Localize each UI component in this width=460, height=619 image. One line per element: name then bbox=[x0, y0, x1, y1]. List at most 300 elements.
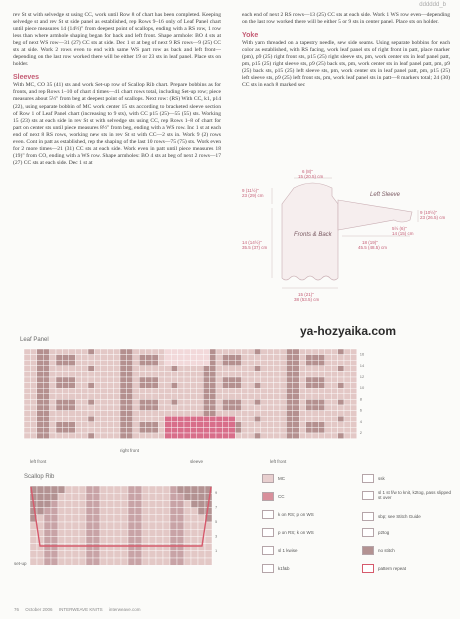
scallop-chart-cell bbox=[65, 551, 72, 558]
leaf-chart-cell bbox=[280, 433, 286, 439]
leaf-chart-cell bbox=[338, 355, 344, 361]
leaf-chart-cell bbox=[312, 427, 318, 433]
leaf-chart-cell bbox=[261, 355, 267, 361]
leaf-chart-cell bbox=[267, 405, 273, 411]
leaf-chart-cell bbox=[178, 427, 184, 433]
leaf-chart-cell bbox=[171, 422, 177, 428]
scallop-chart-cell bbox=[149, 500, 156, 507]
leaf-chart-cell bbox=[306, 388, 312, 394]
scallop-chart-cell bbox=[86, 536, 93, 543]
leaf-chart-cell bbox=[210, 394, 216, 400]
scallop-chart-cell bbox=[107, 515, 114, 522]
leaf-chart-cell bbox=[43, 355, 49, 361]
leaf-chart-cell bbox=[94, 349, 100, 355]
leaf-chart-cell bbox=[222, 383, 228, 389]
leaf-chart-cell bbox=[299, 355, 305, 361]
leaf-chart-cell bbox=[88, 355, 94, 361]
scallop-chart-cell bbox=[163, 500, 170, 507]
leaf-chart-cell bbox=[30, 427, 36, 433]
leaf-chart-cell bbox=[37, 388, 43, 394]
leaf-chart-cell bbox=[216, 427, 222, 433]
leaf-chart-cell bbox=[267, 366, 273, 372]
yoke-heading: Yoke bbox=[242, 32, 259, 40]
leaf-chart-cell bbox=[254, 399, 260, 405]
leaf-chart-cell bbox=[229, 427, 235, 433]
leaf-chart-cell bbox=[210, 371, 216, 377]
leaf-chart-cell bbox=[88, 427, 94, 433]
leaf-chart-cell bbox=[30, 422, 36, 428]
leaf-chart-cell bbox=[88, 411, 94, 417]
leaf-chart-cell bbox=[120, 422, 126, 428]
leaf-chart-cell bbox=[248, 427, 254, 433]
leaf-chart-cell bbox=[318, 355, 324, 361]
left-intro-paragraph: rev St st with selvedge st using CC, work until Row 8 of chart has been completed. Keeping selvedge st and rev St st side panel as established, rep Rows 9–16 only of Leaf Panel chart until piece measures 14 (14½)" from deepest point of scallops, ending with a RS row, 1 row less than where armhole shaping began for back and left front. Shape armhole: BO 4 sts at beg of next WS row—31 (27) CC sts at side. Dec 1 st at beg of next 9 RS rows—9 (25) CC sts at side. Work 2 rows even to end with same WS part row as back and left front—depending on the last row worked there will be either 19 or 23 sts in leaf panel. Place sts on holder. bbox=[13, 12, 221, 68]
leaf-chart-cell bbox=[43, 394, 49, 400]
leaf-chart-cell bbox=[344, 360, 350, 366]
leaf-chart-cell bbox=[203, 433, 209, 439]
leaf-chart-cell bbox=[229, 405, 235, 411]
leaf-chart-cell bbox=[254, 349, 260, 355]
leaf-chart-cell bbox=[88, 383, 94, 389]
leaf-chart-cell bbox=[280, 388, 286, 394]
leaf-chart-cell bbox=[306, 377, 312, 383]
leaf-chart-cell bbox=[146, 366, 152, 372]
leaf-chart-cell bbox=[306, 399, 312, 405]
leaf-chart-cell bbox=[69, 355, 75, 361]
leaf-chart-cell bbox=[216, 377, 222, 383]
leaf-chart-cell bbox=[152, 427, 158, 433]
leaf-chart-cell bbox=[350, 377, 356, 383]
scallop-chart-cell bbox=[135, 500, 142, 507]
leaf-chart-cell bbox=[254, 422, 260, 428]
leaf-chart-cell bbox=[146, 427, 152, 433]
leaf-chart-cell bbox=[56, 360, 62, 366]
scallop-chart-cell bbox=[44, 522, 51, 529]
leaf-chart-cell bbox=[82, 433, 88, 439]
leaf-chart-cell bbox=[190, 377, 196, 383]
scallop-chart-cell bbox=[128, 544, 135, 551]
leaf-chart-cell bbox=[184, 411, 190, 417]
leaf-chart-cell bbox=[114, 377, 120, 383]
leaf-chart-cell bbox=[286, 433, 292, 439]
leaf-chart-cell bbox=[30, 405, 36, 411]
leaf-chart-cell bbox=[158, 394, 164, 400]
leaf-chart-cell bbox=[24, 399, 30, 405]
scallop-chart-cell bbox=[86, 558, 93, 565]
leaf-chart-cell bbox=[152, 399, 158, 405]
leaf-chart-cell bbox=[197, 416, 203, 422]
leaf-chart-cell bbox=[30, 355, 36, 361]
leaf-chart-cell bbox=[69, 405, 75, 411]
leaf-chart-cell bbox=[299, 399, 305, 405]
leaf-chart-cell bbox=[274, 394, 280, 400]
leaf-chart-cell bbox=[94, 360, 100, 366]
sleeves-paragraph: With MC, CO 35 (41) sts and work Set-up row of Scallop Rib chart. Prepare bobbins as for fronts, and rep Rows 1–10 of chart 4 times—41 chart rows total, including Set-up row; piece measures about 5½" from beg at deepest point of scallops. Next row: (RS) With CC, k1, p14 (22), using separate bobbin of MC work center 15 sts according to bracketed sleeve section of Row 1 of Leaf Panel chart (increasing to 9 sts), with CC p15 (25)—55 (55) sts. Working 15 (23) sts at each side in rev St st with selvedge sts using CC, rep Rows 1–8 of chart for part on center sts until piece measures 8½" from beg, ending with a WS row. Inc 1 st at each end of next 8 RS rows, working new sts in rev St st with CC—2 sts in. Work 9 (2) rows even. Cont in patt as established, rep the shaping of the last 10 rows—75 (75) sts. Work even for 2 more times—21 (31) CC sts at each side. Work even in patt until piece measures 18 (19)" from CO, ending with a WS row. Shape armholes: BO 4 sts at beg of next 2 rows—17 (27) CC sts at each side. Dec 1 st at bbox=[13, 82, 221, 166]
leaf-chart-cell bbox=[344, 399, 350, 405]
scallop-chart-cell bbox=[58, 515, 65, 522]
leaf-chart-cell bbox=[146, 405, 152, 411]
leaf-chart-cell bbox=[107, 405, 113, 411]
leaf-chart-cell bbox=[299, 416, 305, 422]
leaf-chart-cell bbox=[312, 388, 318, 394]
leaf-chart-cell bbox=[114, 416, 120, 422]
scallop-chart-cell bbox=[72, 522, 79, 529]
leaf-chart-cell bbox=[338, 383, 344, 389]
leaf-chart-cell bbox=[254, 427, 260, 433]
leaf-chart-cell bbox=[242, 427, 248, 433]
leaf-chart-cell bbox=[274, 366, 280, 372]
leaf-chart-cell bbox=[146, 360, 152, 366]
leaf-chart-cell bbox=[178, 349, 184, 355]
leaf-chart-cell bbox=[318, 394, 324, 400]
scallop-chart-cell bbox=[58, 529, 65, 536]
leaf-chart-cell bbox=[280, 405, 286, 411]
leaf-chart-cell bbox=[197, 366, 203, 372]
leaf-chart-cell bbox=[82, 388, 88, 394]
scallop-chart-cell bbox=[135, 529, 142, 536]
scallop-chart-cell bbox=[100, 500, 107, 507]
leaf-chart-cell bbox=[242, 383, 248, 389]
leaf-chart-cell bbox=[114, 394, 120, 400]
scallop-chart-cell bbox=[93, 522, 100, 529]
leaf-chart-cell bbox=[254, 366, 260, 372]
leaf-chart-cell bbox=[94, 371, 100, 377]
leaf-chart-cell bbox=[312, 433, 318, 439]
leaf-chart-cell bbox=[293, 366, 299, 372]
issue-date: October 2006 bbox=[25, 607, 53, 612]
leaf-chart-cell bbox=[235, 416, 241, 422]
leaf-panel-chart bbox=[18, 345, 378, 445]
leaf-chart-cell bbox=[114, 371, 120, 377]
leaf-chart-cell bbox=[350, 349, 356, 355]
scallop-chart-cell bbox=[135, 486, 142, 493]
leaf-chart-cell bbox=[216, 366, 222, 372]
scallop-chart-cell bbox=[184, 486, 191, 493]
scallop-chart-cell bbox=[135, 551, 142, 558]
leaf-chart-cell bbox=[139, 405, 145, 411]
leaf-chart-cell bbox=[203, 388, 209, 394]
leaf-chart-cell bbox=[158, 433, 164, 439]
leaf-chart-cell bbox=[299, 349, 305, 355]
leaf-chart-cell bbox=[331, 360, 337, 366]
leaf-chart-cell bbox=[24, 427, 30, 433]
leaf-chart-cell bbox=[56, 388, 62, 394]
scallop-chart-cell bbox=[72, 486, 79, 493]
leaf-chart-cell bbox=[216, 355, 222, 361]
scallop-chart-cell bbox=[170, 522, 177, 529]
leaf-chart-cell bbox=[325, 411, 331, 417]
scallop-chart-cell bbox=[114, 486, 121, 493]
leaf-chart-cell bbox=[267, 371, 273, 377]
scallop-chart-cell bbox=[100, 536, 107, 543]
leaf-chart-cell bbox=[101, 427, 107, 433]
leaf-chart-cell bbox=[30, 360, 36, 366]
leaf-chart-cell bbox=[82, 355, 88, 361]
leaf-chart-cell bbox=[152, 383, 158, 389]
leaf-chart-cell bbox=[190, 416, 196, 422]
leaf-chart-cell bbox=[274, 422, 280, 428]
scallop-chart-cell bbox=[128, 529, 135, 536]
leaf-chart-cell bbox=[197, 405, 203, 411]
scallop-chart-cell bbox=[184, 544, 191, 551]
leaf-chart-cell bbox=[280, 360, 286, 366]
leaf-chart-cell bbox=[203, 405, 209, 411]
leaf-chart-cell bbox=[114, 427, 120, 433]
leaf-chart-cell bbox=[126, 383, 132, 389]
scallop-row-number: 1 bbox=[215, 547, 218, 553]
leaf-chart-cell bbox=[299, 388, 305, 394]
scallop-chart-cell bbox=[30, 544, 37, 551]
leaf-chart-cell bbox=[210, 405, 216, 411]
scallop-chart-cell bbox=[51, 558, 58, 565]
leaf-chart-cell bbox=[299, 405, 305, 411]
leaf-chart-cell bbox=[222, 394, 228, 400]
leaf-chart-cell bbox=[222, 360, 228, 366]
leaf-chart-cell bbox=[325, 394, 331, 400]
leaf-chart-cell bbox=[350, 399, 356, 405]
leaf-chart-cell bbox=[88, 405, 94, 411]
leaf-chart-cell bbox=[43, 427, 49, 433]
leaf-chart-cell bbox=[75, 422, 81, 428]
leaf-chart-cell bbox=[158, 349, 164, 355]
leaf-chart-cell bbox=[30, 371, 36, 377]
leaf-chart-cell bbox=[37, 427, 43, 433]
leaf-chart-cell bbox=[133, 416, 139, 422]
leaf-chart-cell bbox=[30, 399, 36, 405]
leaf-chart-cell bbox=[286, 399, 292, 405]
armhole-depth-cm: 23 (29) cm bbox=[242, 193, 264, 198]
leaf-chart-cell bbox=[190, 427, 196, 433]
leaf-chart-cell bbox=[222, 433, 228, 439]
leaf-chart-cell bbox=[318, 433, 324, 439]
leaf-chart-cell bbox=[306, 422, 312, 428]
leaf-chart-cell bbox=[120, 371, 126, 377]
leaf-chart-cell bbox=[293, 422, 299, 428]
leaf-chart-cell bbox=[248, 422, 254, 428]
leaf-chart-cell bbox=[50, 399, 56, 405]
leaf-chart-cell bbox=[254, 377, 260, 383]
leaf-chart-cell bbox=[171, 394, 177, 400]
leaf-chart-cell bbox=[107, 349, 113, 355]
leaf-chart-cell bbox=[235, 377, 241, 383]
leaf-chart-cell bbox=[37, 371, 43, 377]
leaf-chart-cell bbox=[126, 416, 132, 422]
leaf-chart-cell bbox=[146, 394, 152, 400]
leaf-chart-cell bbox=[69, 366, 75, 372]
leaf-chart-cell bbox=[210, 383, 216, 389]
leaf-chart-cell bbox=[56, 427, 62, 433]
leaf-chart-cell bbox=[312, 371, 318, 377]
scallop-chart-cell bbox=[142, 508, 149, 515]
scallop-chart-cell bbox=[79, 536, 86, 543]
leaf-chart-cell bbox=[133, 394, 139, 400]
scallop-chart-cell bbox=[79, 522, 86, 529]
scallop-chart-cell bbox=[86, 486, 93, 493]
leaf-chart-cell bbox=[30, 388, 36, 394]
leaf-chart-cell bbox=[62, 422, 68, 428]
leaf-chart-cell bbox=[133, 388, 139, 394]
leaf-chart-cell bbox=[248, 355, 254, 361]
leaf-chart-cell bbox=[152, 349, 158, 355]
leaf-chart-cell bbox=[171, 366, 177, 372]
leaf-chart-cell bbox=[286, 388, 292, 394]
leaf-chart-cell bbox=[75, 405, 81, 411]
leaf-chart-cell bbox=[158, 388, 164, 394]
leaf-chart-cell bbox=[171, 383, 177, 389]
leaf-chart-cell bbox=[331, 371, 337, 377]
armhole-depth: 9 (11½)" bbox=[242, 188, 259, 193]
leaf-chart-cell bbox=[350, 388, 356, 394]
leaf-chart-cell bbox=[331, 405, 337, 411]
leaf-chart-cell bbox=[120, 411, 126, 417]
leaf-chart-cell bbox=[24, 394, 30, 400]
right-front-label: right front bbox=[120, 448, 140, 453]
scallop-chart-cell bbox=[184, 508, 191, 515]
leaf-chart-cell bbox=[312, 411, 318, 417]
leaf-chart-cell bbox=[43, 433, 49, 439]
leaf-chart-cell bbox=[254, 394, 260, 400]
legend-kfb: k1f&b bbox=[262, 564, 290, 573]
leaf-chart-cell bbox=[120, 377, 126, 383]
leaf-chart-cell bbox=[56, 433, 62, 439]
leaf-chart-cell bbox=[114, 360, 120, 366]
leaf-chart-cell bbox=[331, 427, 337, 433]
leaf-chart-cell bbox=[267, 377, 273, 383]
scallop-chart-cell bbox=[107, 529, 114, 536]
leaf-chart-cell bbox=[184, 399, 190, 405]
leaf-chart-cell bbox=[261, 388, 267, 394]
leaf-chart-cell bbox=[267, 422, 273, 428]
leaf-chart-cell bbox=[158, 422, 164, 428]
scallop-chart-cell bbox=[86, 551, 93, 558]
scallop-chart-cell bbox=[30, 508, 37, 515]
scallop-chart-cell bbox=[72, 515, 79, 522]
leaf-chart-cell bbox=[120, 416, 126, 422]
leaf-chart-cell bbox=[344, 383, 350, 389]
leaf-chart-cell bbox=[62, 360, 68, 366]
leaf-chart-cell bbox=[229, 377, 235, 383]
leaf-chart-cell bbox=[235, 383, 241, 389]
leaf-chart-cell bbox=[43, 383, 49, 389]
leaf-chart-cell bbox=[229, 360, 235, 366]
leaf-chart-cell bbox=[43, 371, 49, 377]
scallop-chart-cell bbox=[135, 508, 142, 515]
scallop-chart-cell bbox=[121, 536, 128, 543]
scallop-chart-cell bbox=[128, 486, 135, 493]
leaf-row-number: 2 bbox=[359, 430, 363, 435]
leaf-chart-cell bbox=[165, 383, 171, 389]
leaf-chart-cell bbox=[101, 416, 107, 422]
leaf-chart-cell bbox=[94, 366, 100, 372]
leaf-chart-cell bbox=[267, 388, 273, 394]
scallop-chart-cell bbox=[100, 551, 107, 558]
leaf-chart-cell bbox=[101, 405, 107, 411]
scallop-chart-cell bbox=[114, 529, 121, 536]
leaf-chart-cell bbox=[203, 416, 209, 422]
leaf-chart-cell bbox=[94, 422, 100, 428]
leaf-chart-cell bbox=[344, 366, 350, 372]
leaf-chart-cell bbox=[62, 377, 68, 383]
scallop-chart-cell bbox=[37, 508, 44, 515]
leaf-chart-cell bbox=[312, 383, 318, 389]
leaf-chart-cell bbox=[56, 355, 62, 361]
leaf-chart-cell bbox=[69, 394, 75, 400]
leaf-chart-cell bbox=[139, 394, 145, 400]
scallop-chart-cell bbox=[128, 536, 135, 543]
leaf-chart-cell bbox=[184, 405, 190, 411]
scallop-chart-cell bbox=[205, 558, 212, 565]
scallop-chart-cell bbox=[156, 486, 163, 493]
leaf-chart-cell bbox=[190, 349, 196, 355]
leaf-chart-cell bbox=[146, 411, 152, 417]
leaf-chart-cell bbox=[94, 416, 100, 422]
leaf-chart-cell bbox=[50, 405, 56, 411]
leaf-chart-cell bbox=[50, 377, 56, 383]
leaf-chart-cell bbox=[126, 399, 132, 405]
leaf-chart-cell bbox=[344, 433, 350, 439]
leaf-chart-cell bbox=[37, 433, 43, 439]
leaf-chart-cell bbox=[75, 394, 81, 400]
scallop-chart-cell bbox=[156, 493, 163, 500]
leaf-chart-cell bbox=[338, 349, 344, 355]
scallop-chart-cell bbox=[37, 493, 44, 500]
leaf-chart-cell bbox=[107, 355, 113, 361]
leaf-chart-cell bbox=[184, 416, 190, 422]
leaf-chart-cell bbox=[210, 422, 216, 428]
leaf-chart-cell bbox=[152, 394, 158, 400]
front-back-label: Fronts & Back bbox=[294, 232, 332, 238]
scallop-chart-cell bbox=[170, 515, 177, 522]
leaf-chart-cell bbox=[222, 416, 228, 422]
leaf-chart-cell bbox=[152, 405, 158, 411]
leaf-chart-cell bbox=[306, 416, 312, 422]
leaf-chart-cell bbox=[75, 411, 81, 417]
leaf-chart-cell bbox=[306, 349, 312, 355]
scallop-chart-cell bbox=[65, 544, 72, 551]
leaf-chart-cell bbox=[350, 411, 356, 417]
scallop-chart-cell bbox=[184, 515, 191, 522]
leaf-row-number: 16 bbox=[359, 351, 365, 357]
leaf-chart-cell bbox=[274, 433, 280, 439]
scallop-chart-cell bbox=[163, 529, 170, 536]
leaf-chart-cell bbox=[312, 349, 318, 355]
leaf-chart-cell bbox=[24, 416, 30, 422]
leaf-chart-cell bbox=[210, 355, 216, 361]
leaf-chart-cell bbox=[30, 383, 36, 389]
scallop-chart-cell bbox=[93, 536, 100, 543]
leaf-chart-cell bbox=[139, 349, 145, 355]
scallop-chart-cell bbox=[205, 508, 212, 515]
scallop-chart-cell bbox=[142, 536, 149, 543]
leaf-chart-cell bbox=[222, 411, 228, 417]
leaf-chart-cell bbox=[190, 383, 196, 389]
leaf-chart-cell bbox=[312, 394, 318, 400]
scallop-chart-cell bbox=[65, 493, 72, 500]
scallop-chart-cell bbox=[142, 500, 149, 507]
leaf-chart-cell bbox=[62, 411, 68, 417]
leaf-chart-cell bbox=[82, 411, 88, 417]
leaf-chart-cell bbox=[344, 405, 350, 411]
leaf-chart-cell bbox=[254, 411, 260, 417]
leaf-chart-cell bbox=[235, 360, 241, 366]
scallop-chart-cell bbox=[51, 515, 58, 522]
scallop-chart-cell bbox=[100, 558, 107, 565]
leaf-chart-cell bbox=[114, 355, 120, 361]
leaf-chart-cell bbox=[114, 422, 120, 428]
scallop-chart-cell bbox=[170, 536, 177, 543]
scallop-chart-cell bbox=[114, 515, 121, 522]
leaf-chart-cell bbox=[261, 394, 267, 400]
